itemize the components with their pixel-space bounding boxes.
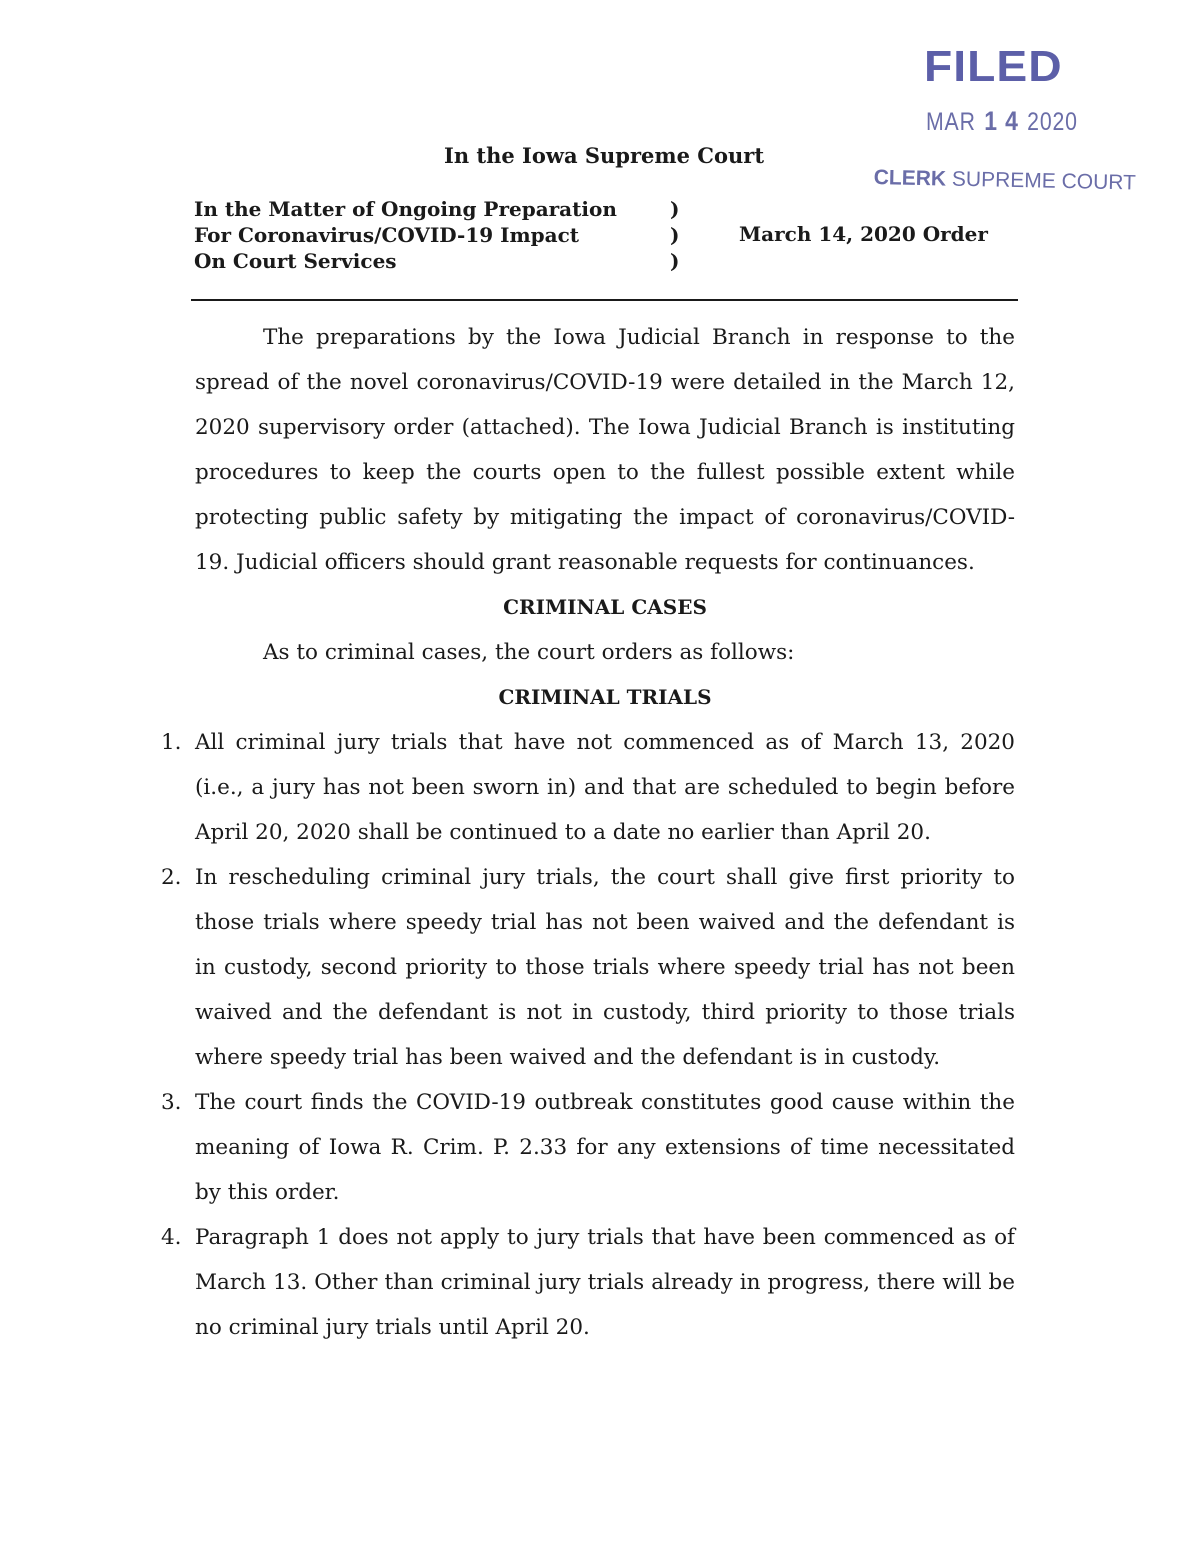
list-item-text: In rescheduling criminal jury trials, the court shall give first priority to those trials where speedy trial has not been waived and the defendant is in custody, second priority to those trials where speedy trial has not been waived and the defendant is not in custody, third priority to those trials where speedy trial has been waived and the defendant is in custody. (195, 865, 1015, 1070)
list-item (161, 1215, 1015, 1350)
order-date: March 14, 2020 Order (739, 222, 988, 246)
list-item (161, 720, 1015, 855)
order-items-list (161, 720, 1015, 1350)
filed-stamp: FILED (924, 42, 1063, 91)
list-item-number: 1. (161, 730, 182, 755)
caption-parentheses (670, 196, 679, 274)
filed-stamp-day: 1 4 (984, 106, 1019, 136)
caption-line-2: For Coronavirus/COVID-19 Impact (194, 223, 579, 247)
caption-divider (191, 299, 1018, 301)
list-item (161, 1080, 1015, 1215)
criminal-cases-intro: As to criminal cases, the court orders as follows: (263, 640, 795, 665)
clerk-stamp (873, 166, 1136, 195)
clerk-stamp-bold: CLERK (873, 166, 947, 191)
list-item-text: Paragraph 1 does not apply to jury trials that have been commenced as of March 13. Other than criminal jury trials already in progress, there will be no criminal jury trials until April 20. (195, 1225, 1015, 1340)
order-body (161, 315, 1015, 1350)
heading-criminal-cases: CRIMINAL CASES (503, 595, 707, 619)
list-item-text: All criminal jury trials that have not commenced as of March 13, 2020 (i.e., a jury has not been sworn in) and that are scheduled to begin before April 20, 2020 shall be continued to a date no earlier than April 20. (195, 730, 1015, 845)
intro-paragraph: The preparations by the Iowa Judicial Branch in response to the spread of the novel coronavirus/COVID-19 were detailed in the March 12, 2020 supervisory order (attached). The Iowa Judicial Branch is instituting procedures to keep the courts open to the fullest possible extent while protecting public safety by mitigating the impact of coronavirus/COVID-19. Judicial officers should grant reasonable requests for continuances. (195, 325, 1015, 575)
list-item-number: 3. (161, 1090, 182, 1115)
caption-paren-2: ) (670, 223, 680, 247)
list-item (161, 855, 1015, 1080)
clerk-stamp-rest: SUPREME COURT (951, 167, 1137, 195)
list-item-number: 4. (161, 1225, 182, 1250)
filed-stamp-year: 2020 (1027, 108, 1078, 136)
list-item-number: 2. (161, 865, 182, 890)
caption-line-1: In the Matter of Ongoing Preparation (194, 197, 617, 221)
case-caption (194, 196, 617, 274)
caption-paren-3: ) (670, 249, 680, 273)
heading-criminal-trials: CRIMINAL TRIALS (498, 685, 712, 709)
caption-line-3: On Court Services (194, 249, 397, 273)
filed-stamp-date (926, 106, 1078, 137)
filed-stamp-month: MAR (926, 108, 976, 136)
court-title: In the Iowa Supreme Court (444, 143, 765, 168)
caption-paren-1: ) (670, 197, 680, 221)
list-item-text: The court finds the COVID-19 outbreak constitutes good cause within the meaning of Iowa R. Crim. P. 2.33 for any extensions of time necessitated by this order. (195, 1090, 1015, 1205)
